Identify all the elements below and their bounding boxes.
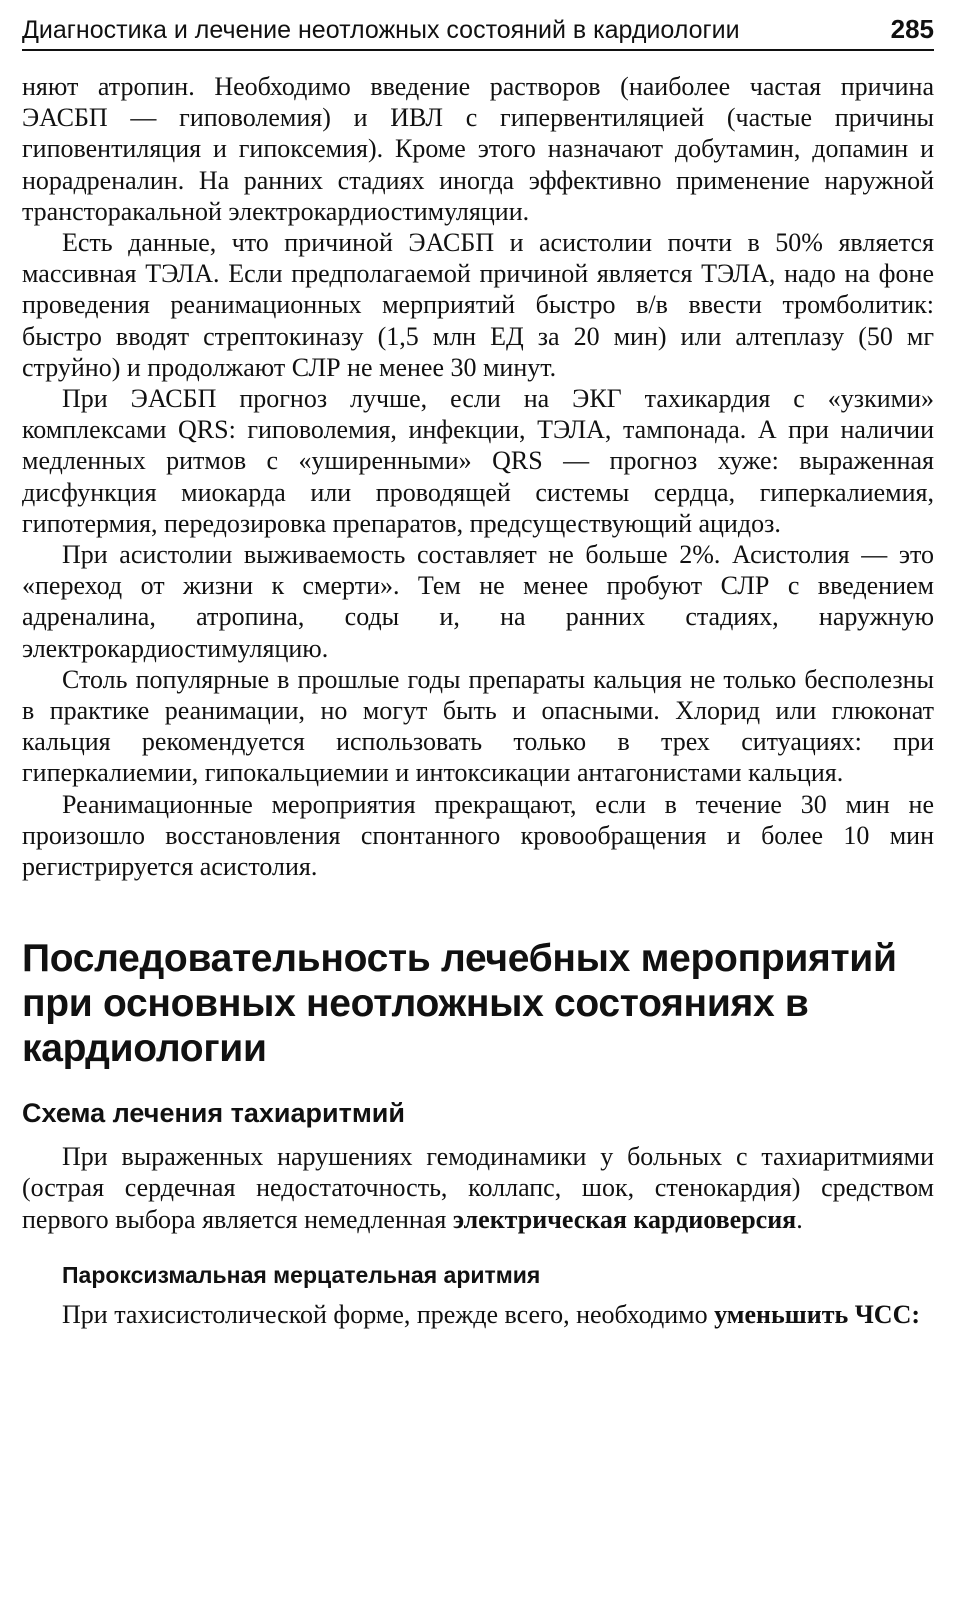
book-page	[22, 14, 934, 1330]
subsubsection-paragraph-emphasis: уменьшить ЧСС:	[714, 1299, 921, 1329]
paragraph-3: При ЭАСБП прогноз лучше, если на ЭКГ тахикардия с «узкими» комплексами QRS: гиповолемия, инфекции, ТЭЛА, тампонада. А при наличии медленных ритмов с «уширенными» QRS — прогноз хуже: выраженная дисфункция миокарда или проводящей системы сердца, гиперкалиемия, гипотермия, передозировка препаратов, предсуществующий ацидоз.	[22, 384, 934, 538]
subsection-paragraph	[22, 1141, 934, 1235]
paragraph-4: При асистолии выживаемость составляет не больше 2%. Асистолия — это «переход от жизни к смерти». Тем не менее пробуют СЛР с введением адреналина, атропина, соды и, на ранних стадиях, наружную электрокардиостимуляцию.	[22, 540, 934, 663]
paragraph-5: Столь популярные в прошлые годы препараты кальция не только бесполезны в практике реанимации, но могут быть и опасными. Хлорид или глюконат кальция рекомендуется использовать только в трех ситуациях: при гиперкалиемии, гипокальциемии и интоксикации антагонистами кальция.	[22, 664, 934, 788]
subsubsection-paragraph-text: При тахисистолической форме, прежде всего, необходимо	[62, 1299, 715, 1329]
subsection-paragraph-emphasis: электрическая кардиоверсия	[452, 1204, 797, 1234]
subsection-paragraph-end: .	[796, 1204, 803, 1234]
subsection-heading: Схема лечения тахиаритмий	[22, 1098, 405, 1129]
running-head	[22, 14, 934, 51]
section-heading: Последовательность лечебных мероприятий при основных неотложных состояниях в кардиологии	[22, 937, 897, 1071]
running-title: Диагностика и лечение неотложных состояний в кардиологии	[22, 16, 740, 44]
page-number: 285	[890, 14, 934, 44]
paragraph-6: Реанимационные мероприятия прекращают, если в течение 30 мин не произошло восстановления спонтанного кровообращения и более 10 мин регистрируется асистолия.	[22, 789, 934, 882]
body-text	[22, 71, 934, 882]
paragraph-2: Есть данные, что причиной ЭАСБП и асистолии почти в 50% является массивная ТЭЛА. Если предполагаемой причиной является ТЭЛА, надо на фоне проведения реанимационных мерприятий быстро в/в ввести тромболитик: быстро вводят стрептокиназу (1,5 млн ЕД за 20 мин) или алтеплазу (50 мг струйно) и продолжают СЛР не менее 30 минут.	[22, 228, 934, 382]
paragraph-1: няют атропин. Необходимо введение растворов (наиболее частая причина ЭАСБП — гиповолемия) и ИВЛ с гипервентиляцией (частые причины гиповентиляция и гипоксемия). Кроме этого назначают добутамин, допамин и норадреналин. На ранних стадиях иногда эффективно применение наружной трансторакальной электрокардиостимуляции.	[22, 72, 934, 226]
subsection-paragraph-text: При выраженных нарушениях гемодинамики у больных с тахиаритмиями (острая сердечная недостаточность, коллапс, шок, стенокардия) средством первого выбора является немедленная	[22, 1142, 934, 1234]
subsubsection-heading: Пароксизмальная мерцательная аритмия	[62, 1261, 541, 1288]
subsubsection-paragraph	[22, 1299, 934, 1330]
